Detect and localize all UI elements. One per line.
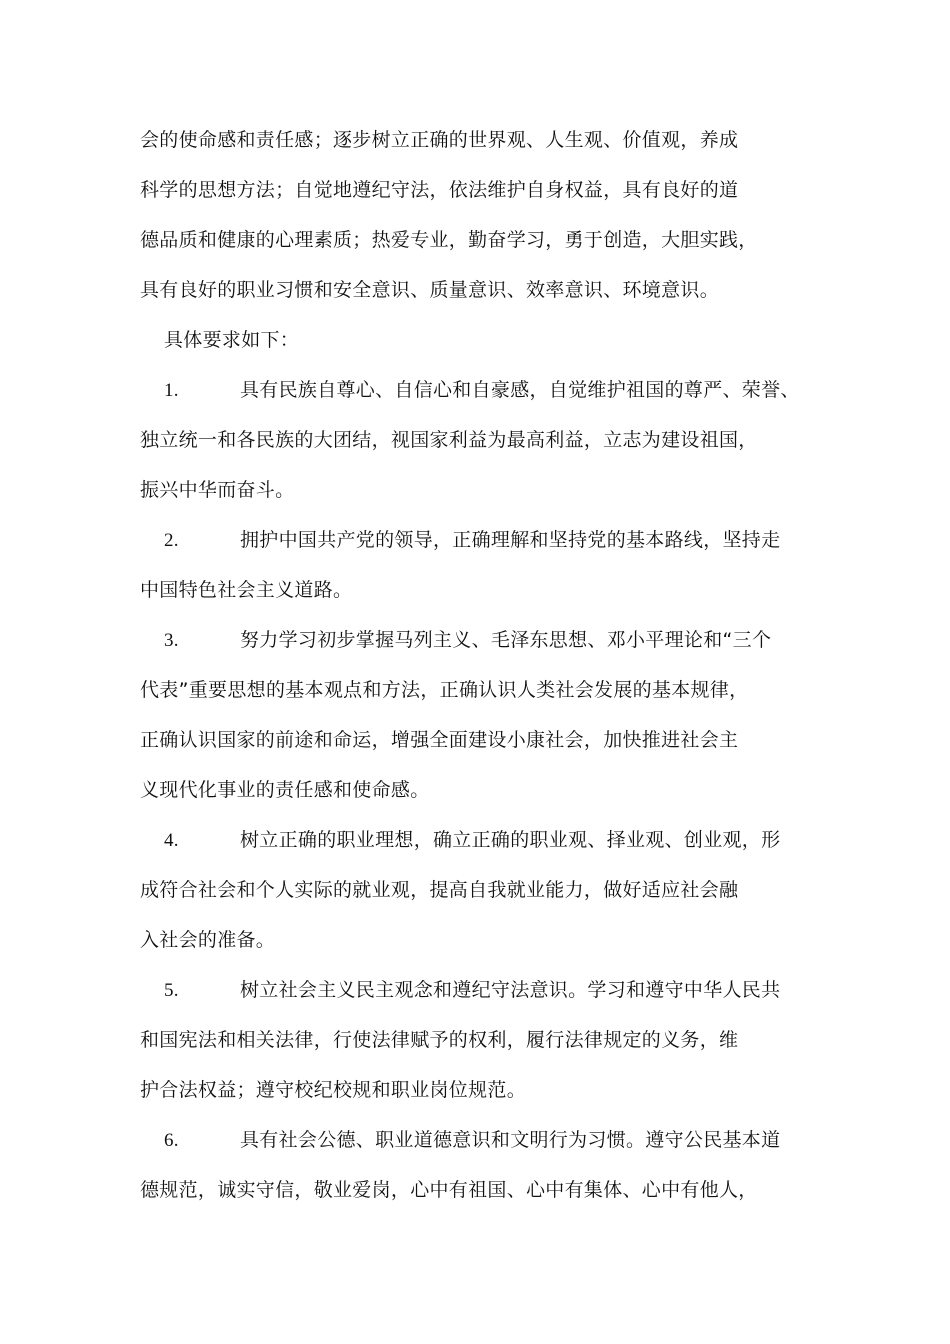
list-item-number: 4. [164,830,179,851]
intro-line: 具有良好的职业习惯和安全意识、质量意识、效率意识、环境意识。 [140,279,720,301]
list-item-first-line [140,1115,840,1165]
list-item-first-line [140,965,840,1015]
list-item-continuation: 入社会的准备。 [140,929,276,951]
list-item-first-line [140,615,840,665]
intro-line: 德品质和健康的心理素质；热爱专业，勤奋学习，勇于创造，大胆实践， [140,229,758,251]
intro-line: 会的使命感和责任感；逐步树立正确的世界观、人生观、价值观，养成 [140,129,739,151]
list-item-text: 拥护中国共产党的领导，正确理解和坚持党的基本路线，坚持走 [240,529,781,551]
list-item-text: 具有民族自尊心、自信心和自豪感，自觉维护祖国的尊严、荣誉、 [240,379,800,401]
list-item-continuation: 代表”重要思想的基本观点和方法，正确认识人类社会发展的基本规律， [140,679,749,701]
list-item-text: 树立社会主义民主观念和遵纪守法意识。学习和遵守中华人民共 [240,979,781,1001]
list-item-text: 具有社会公德、职业道德意识和文明行为习惯。遵守公民基本道 [240,1129,781,1151]
list-item-number: 2. [164,530,179,551]
list-item-text: 树立正确的职业理想，确立正确的职业观、择业观、创业观，形 [240,829,781,851]
list-item-continuation: 护合法权益；遵守校纪校规和职业岗位规范。 [140,1079,527,1101]
document-body [140,115,840,1215]
list-item-continuation: 振兴中华而奋斗。 [140,479,295,501]
list-item-continuation: 中国特色社会主义道路。 [140,579,353,601]
list-item-text: 努力学习初步掌握马列主义、毛泽东思想、邓小平理论和“三个 [240,629,772,651]
list-item-continuation: 独立统一和各民族的大团结，视国家利益为最高利益，立志为建设祖国， [140,429,758,451]
list-item-number: 1. [164,380,179,401]
list-item-number: 6. [164,1130,179,1151]
list-item-first-line [140,515,840,565]
list-item-number: 5. [164,980,179,1001]
list-item-continuation: 成符合社会和个人实际的就业观，提高自我就业能力，做好适应社会融 [140,879,739,901]
list-item-continuation: 德规范，诚实守信，敬业爱岗，心中有祖国、心中有集体、心中有他人， [140,1179,758,1201]
list-item-continuation: 正确认识国家的前途和命运，增强全面建设小康社会，加快推进社会主 [140,729,739,751]
list-item-number: 3. [164,630,179,651]
requirements-heading: 具体要求如下： [164,329,300,351]
list-item-continuation: 和国宪法和相关法律，行使法律赋予的权利，履行法律规定的义务，维 [140,1029,739,1051]
intro-line: 科学的思想方法；自觉地遵纪守法，依法维护自身权益，具有良好的道 [140,179,739,201]
list-item-first-line [140,365,840,415]
list-item-first-line [140,815,840,865]
list-item-continuation: 义现代化事业的责任感和使命感。 [140,779,430,801]
